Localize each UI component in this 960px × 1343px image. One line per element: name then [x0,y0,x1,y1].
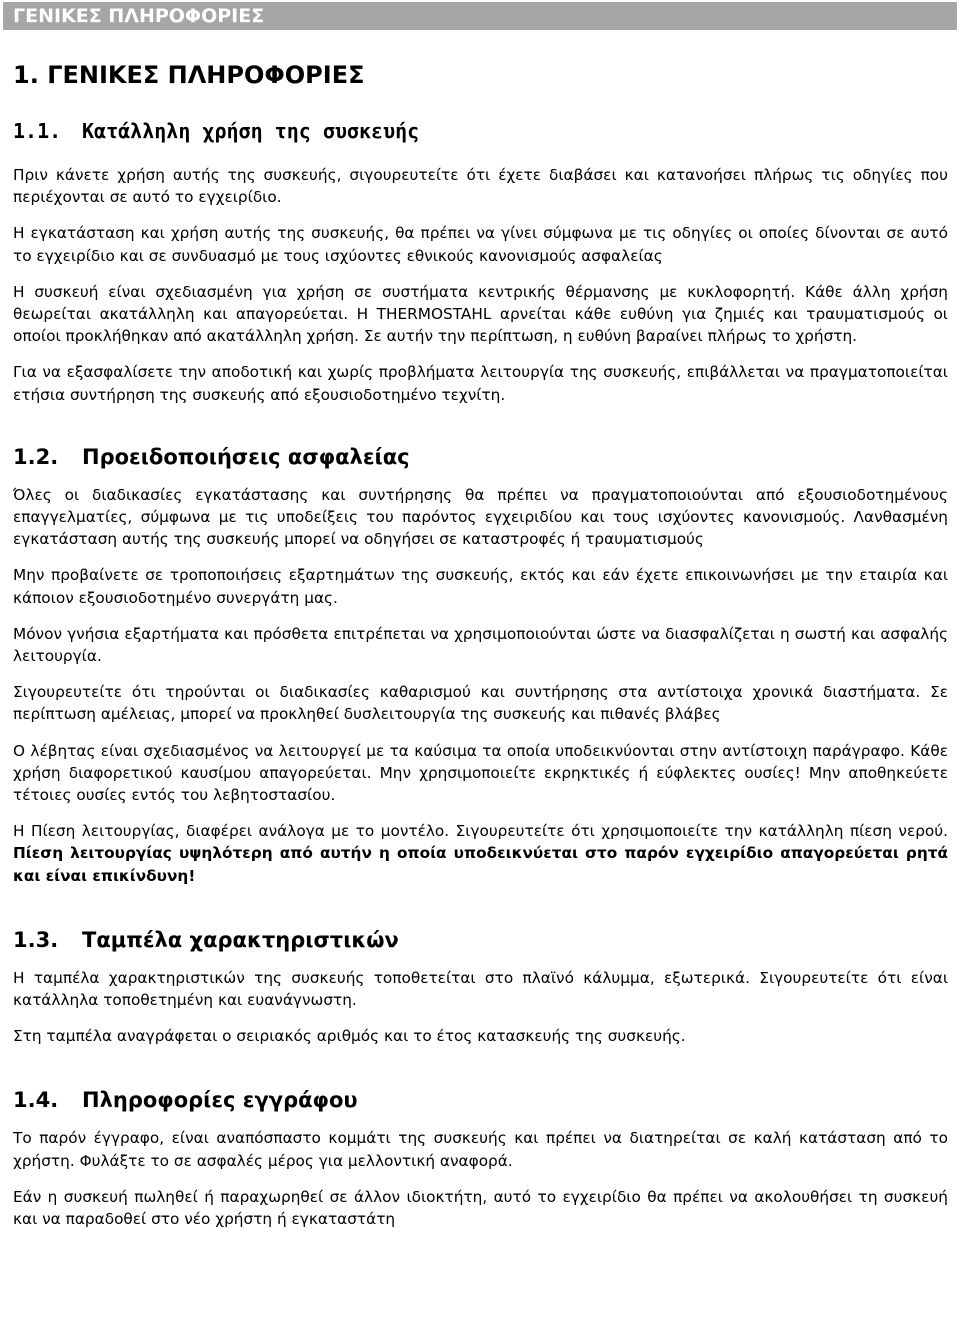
page-header-bar [3,2,957,30]
section-number: 1.3. [13,927,59,952]
paragraph: Στη ταμπέλα αναγράφεται ο σειριακός αριθμός και το έτος κατασκευής της συσκευής. [13,1027,686,1046]
document-body [13,58,948,1230]
section-title: Προειδοποιήσεις ασφαλείας [82,444,410,469]
section-rating-plate [13,925,948,1048]
section-title: Πληροφορίες εγγράφου [82,1088,358,1113]
paragraph: Ο λέβητας είναι σχεδιασμένος να λειτουργεί με τα καύσιμα τα οποία υποδεικνύονται στην αντίστοιχη παράγραφο. Κάθε χρήση διαφορετικού καυσίμου απαγορεύεται. Μην χρησιμοποιείτε εκρηκτικές ή εύφλεκτες ουσίες! Μην αποθηκεύετε τέτοιες ουσίες εντός του λεβητοστασίου. [13,741,948,805]
section-heading [13,442,948,472]
section-heading [13,1085,948,1115]
section-number: 1.1. [13,119,62,143]
section-heading [13,116,948,146]
chapter-title [13,58,948,92]
paragraph: Το παρόν έγγραφο, είναι αναπόσπαστο κομμάτι της συσκευής και πρέπει να διατηρείται σε καλή κατάσταση από το χρήστη. Φυλάξτε το σε ασφαλές μέρος για μελλοντική αναφορά. [13,1129,948,1170]
paragraph: Πριν κάνετε χρήση αυτής της συσκευής, σιγουρευτείτε ότι έχετε διαβάσει και κατανοήσει πλήρως τις οδηγίες που περιέχονται σε αυτό το εγχειρίδιο. [13,166,948,207]
paragraph: Μην προβαίνετε σε τροποποιήσεις εξαρτημάτων της συσκευής, εκτός και εάν έχετε επικοινωνήσει με την εταιρία και κάποιον εξουσιοδοτημένο συνεργάτη μας. [13,566,948,607]
section-heading [13,925,948,955]
paragraph: Η ταμπέλα χαρακτηριστικών της συσκευής τοποθετείται στο πλαϊνό κάλυμμα, εξωτερικά. Σιγουρευτείτε ότι είναι κατάλληλα τοποθετημένη και ευανάγνωστη. [13,968,948,1010]
paragraph: Εάν η συσκευή πωληθεί ή παραχωρηθεί σε άλλον ιδιοκτήτη, αυτό το εγχειρίδιο θα πρέπει να ακολουθήσει τη συσκευή και να παραδοθεί στο νέο χρήστη ή εγκαταστάτη [13,1187,948,1229]
header-title: ΓΕΝΙΚΕΣ ΠΛΗΡΟΦΟΡΙΕΣ [13,5,265,27]
chapter-heading-text: ΓΕΝΙΚΕΣ ΠΛΗΡΟΦΟΡΙΕΣ [47,61,365,89]
section-number: 1.4. [13,1088,59,1113]
paragraph: Η συσκευή είναι σχεδιασμένη για χρήση σε συστήματα κεντρικής θέρμανσης με κυκλοφορητή. Κάθε άλλη χρήση θεωρείται ακατάλληλη και απαγορεύεται. Η THERMOSTAHL αρνείται κάθε ευθύνη για ζημιές και τραυματισμούς οι οποίοι προκλήθηκαν από ακατάλληλη χρήση. Σε αυτήν την περίπτωση, η ευθύνη βαραίνει πλήρως το χρήστη. [13,282,948,346]
paragraph: Η εγκατάσταση και χρήση αυτής της συσκευής, θα πρέπει να γίνει σύμφωνα με τις οδηγίες οι οποίες δίνονται σε αυτό το εγχειρίδιο και σε συνδυασμό με τους ισχύοντες εθνικούς κανονισμούς ασφαλείας [13,224,948,265]
section-safety-warnings [13,442,948,887]
paragraph-text: Η Πίεση λειτουργίας, διαφέρει ανάλογα με το μοντέλο. Σιγουρευτείτε ότι χρησιμοποιείτε την κατάλληλη πίεση νερού. [13,822,948,841]
paragraph: Σιγουρευτείτε ότι τηρούνται οι διαδικασίες καθαρισμού και συντήρησης στα αντίστοιχα χρονικά διαστήματα. Σε περίπτωση αμέλειας, μπορεί να προκληθεί δυσλειτουργία της συσκευής και πιθανές βλάβες [13,683,948,724]
paragraph-pressure [13,820,948,887]
section-title: Κατάλληλη χρήση της συσκευής [82,119,420,143]
section-number: 1.2. [13,444,59,469]
section-appropriate-use [13,116,948,406]
chapter-number: 1. [13,61,39,89]
section-title: Ταμπέλα χαρακτηριστικών [82,927,399,952]
pressure-warning: Πίεση λειτουργίας υψηλότερη από αυτήν η οποία υποδεικνύεται στο παρόν εγχειρίδιο απαγορεύεται ρητά και είναι επικίνδυνη! [13,844,948,885]
paragraph: Για να εξασφαλίσετε την αποδοτική και χωρίς προβλήματα λειτουργία της συσκευής, επιβάλλεται να πραγματοποιείται ετήσια συντήρηση της συσκευής από εξουσιοδοτημένο τεχνίτη. [13,363,948,404]
section-document-info [13,1085,948,1230]
paragraph: Όλες οι διαδικασίες εγκατάστασης και συντήρησης θα πρέπει να πραγματοποιούνται από εξουσιοδοτημένους επαγγελματίες, σύμφωνα με τις υποδείξεις του παρόντος εγχειριδίου και τους ισχύοντες κανονισμούς. Λανθασμένη εγκατάσταση αυτής της συσκευής μπορεί να οδηγήσει σε καταστροφές ή τραυματισμούς [13,485,948,549]
paragraph: Μόνον γνήσια εξαρτήματα και πρόσθετα επιτρέπεται να χρησιμοποιούνται ώστε να διασφαλίζεται η σωστή και ασφαλής λειτουργία. [13,624,948,666]
